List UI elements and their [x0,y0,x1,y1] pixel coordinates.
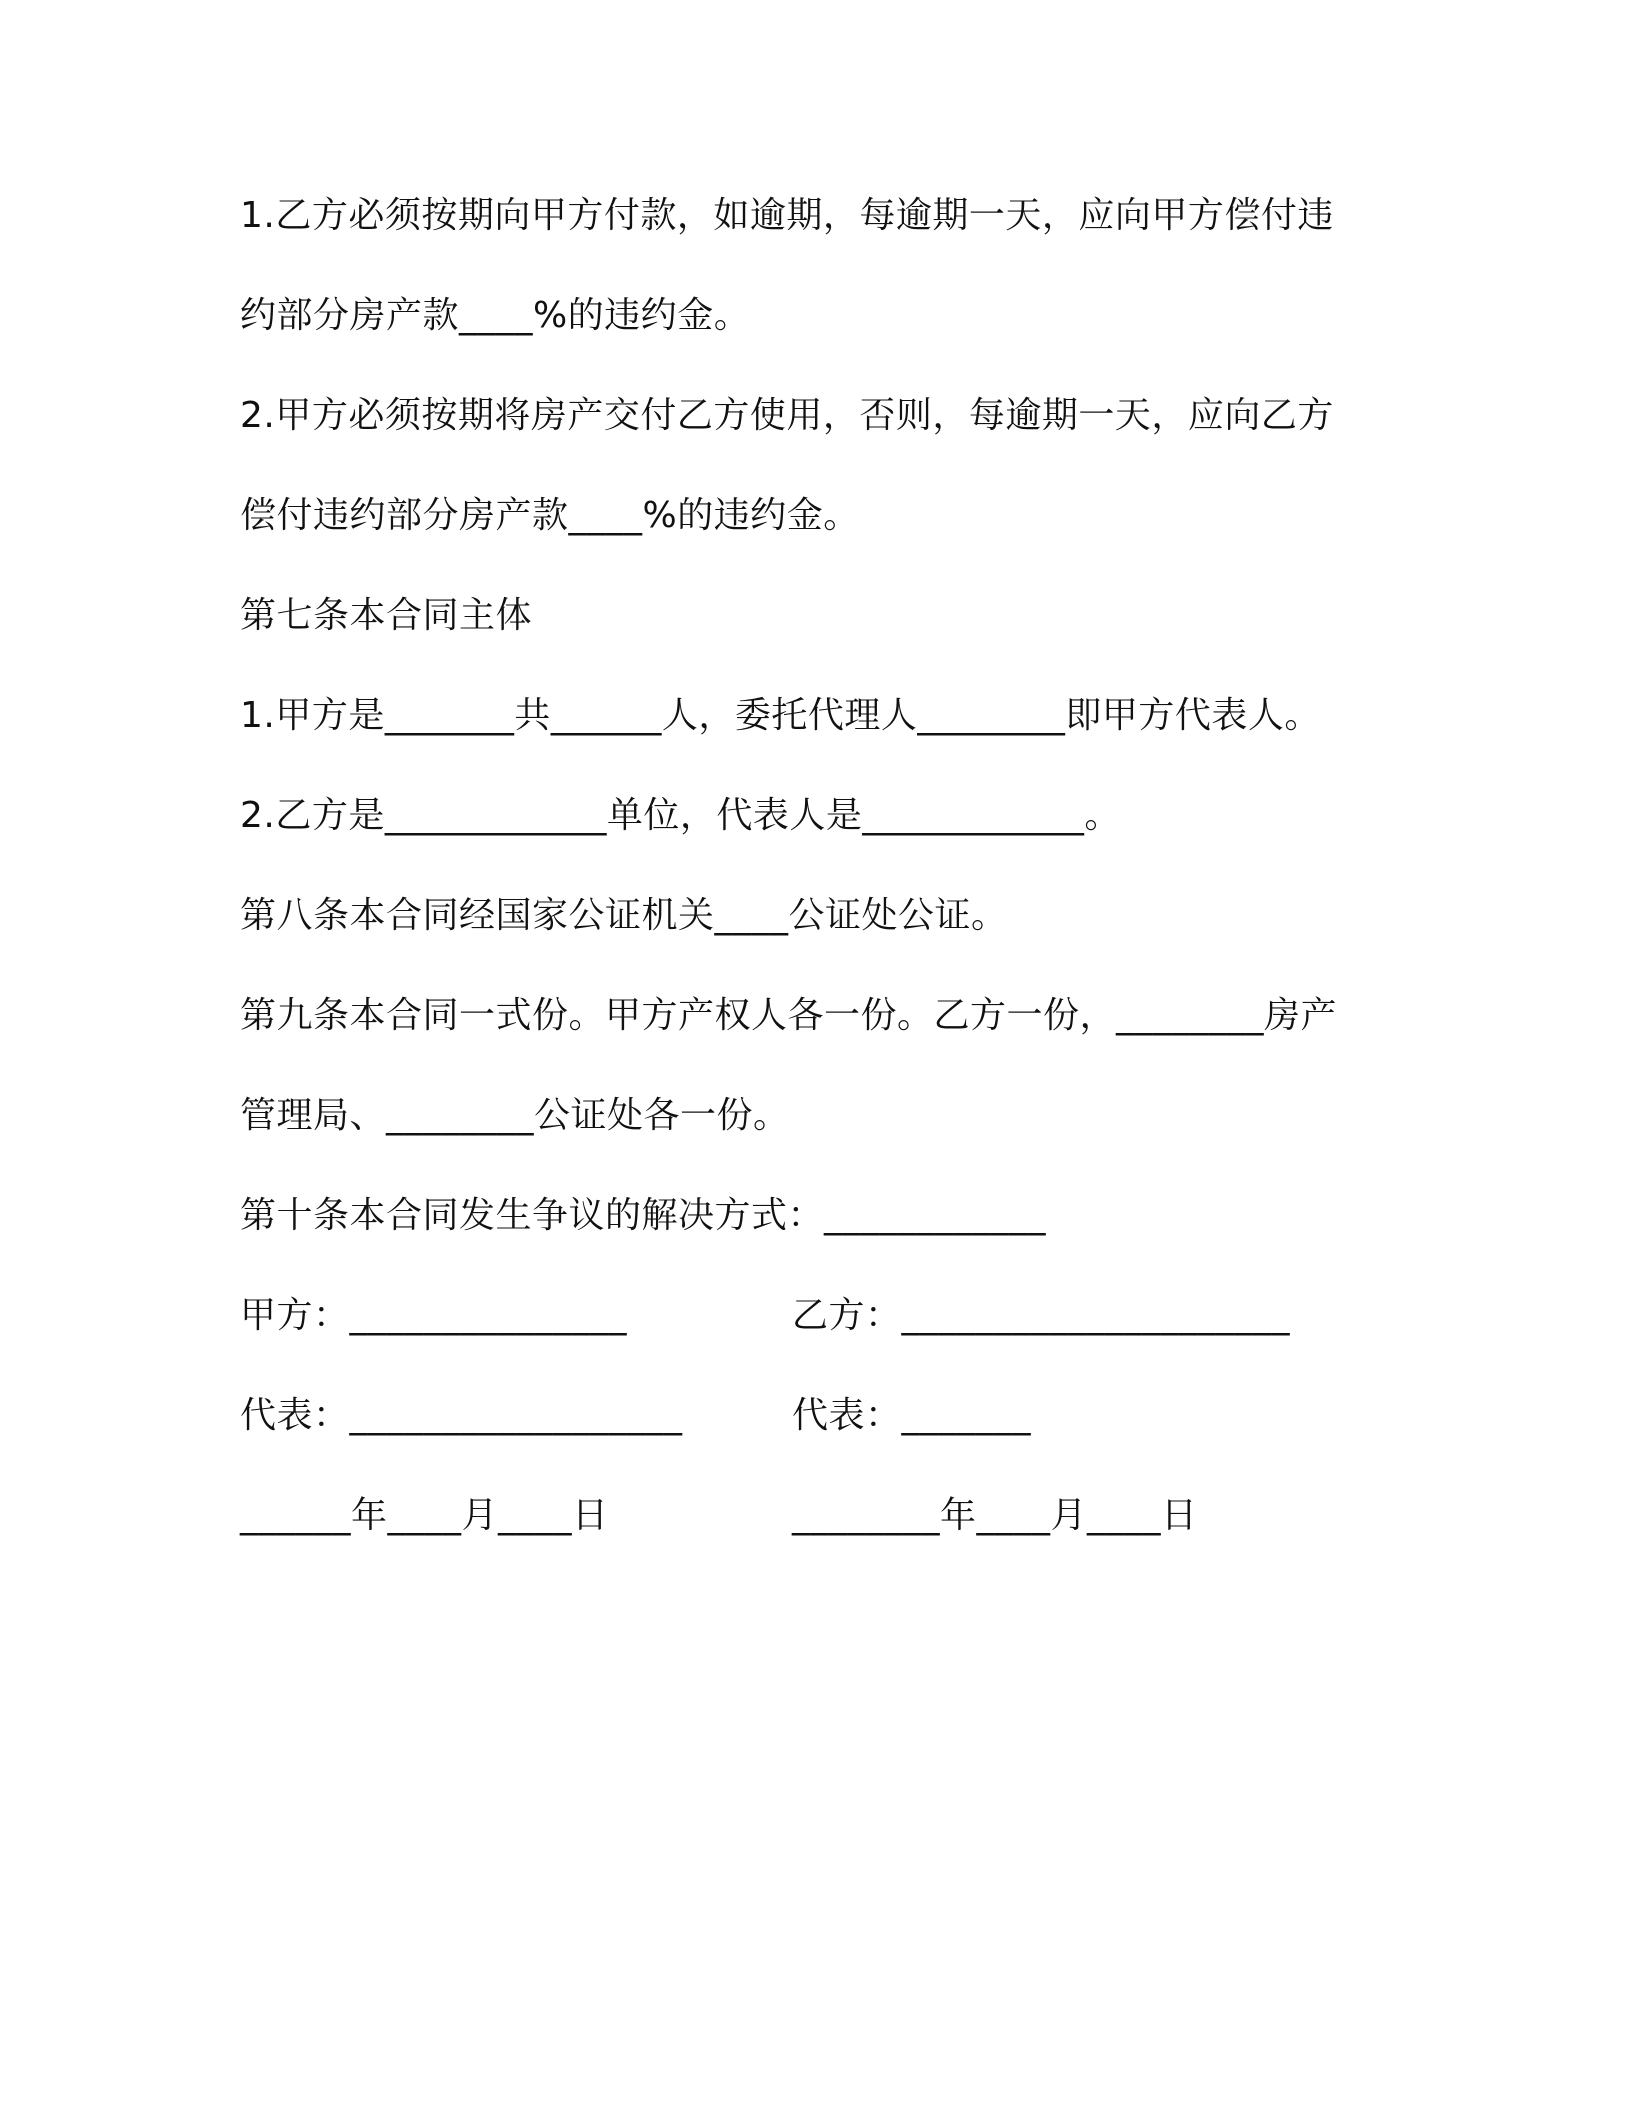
party-a-date: ______年____月____日 [240,1495,609,1536]
party-b-date: ________年____月____日 [792,1495,1198,1536]
clause-7-item-1: 1.甲方是_______共______人，委托代理人________即甲方代表人。 [240,695,1321,736]
clause-7-heading: 第七条本合同主体 [240,595,533,636]
clause-6-item-2-line-2: 偿付违约部分房产款____%的违约金。 [240,495,860,536]
clause-9-line-1: 第九条本合同一式份。甲方产权人各一份。乙方一份，________房产 [240,995,1338,1036]
clause-10: 第十条本合同发生争议的解决方式：____________ [240,1195,1047,1236]
clause-7-item-2: 2.乙方是____________单位，代表人是____________。 [240,795,1121,836]
clause-6-item-2-line-1: 2.甲方必须按期将房产交付乙方使用，否则，每逾期一天，应向乙方 [240,395,1334,436]
party-b-representative: 代表：_______ [792,1395,1032,1436]
party-a-representative: 代表：__________________ [240,1395,683,1436]
party-b-signature: 乙方：_____________________ [792,1295,1291,1336]
clause-9-line-2: 管理局、________公证处各一份。 [240,1095,790,1136]
clause-8: 第八条本合同经国家公证机关____公证处公证。 [240,895,1008,936]
party-a-signature: 甲方：_______________ [240,1295,628,1336]
clause-6-item-1-line-2: 约部分房产款____%的违约金。 [240,295,751,336]
clause-6-item-1-line-1: 1.乙方必须按期向甲方付款，如逾期，每逾期一天，应向甲方偿付违 [240,195,1334,236]
